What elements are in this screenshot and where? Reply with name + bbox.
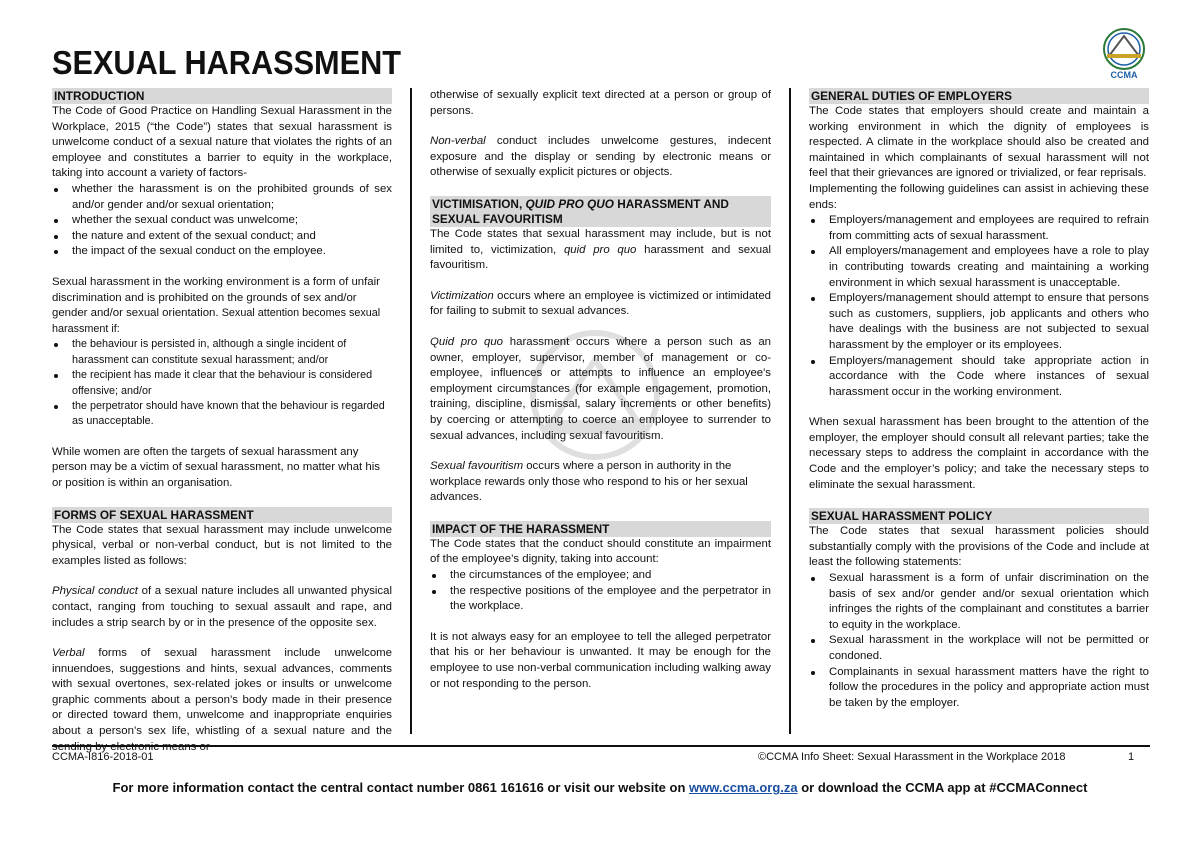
impact-list — [430, 568, 771, 615]
paragraph: Sexual harassment in the working environment is a form of unfair discrimination and is prohibited on the grounds of sex and/or gender and/or sexual orientation. Sexual attention becomes sexual harassment if: — [52, 275, 381, 335]
factors-list — [52, 182, 392, 260]
paragraph: When sexual harassment has been brought to the attention of the employer, the employer should consult all relevant parties; take the necessary steps to address the complaint in accordance with the Code and the employer’s policy; and take the necessary steps to eliminate the sexual harassment. — [809, 416, 1149, 491]
list-item: Employers/management should take appropriate action in accordance with the Code where instances of sexual harassment occur in the working environment. — [809, 354, 1149, 401]
paragraph: While women are often the targets of sexual harassment any person may be a victim of sexual harassment, no matter what his or position is within an organisation. — [52, 445, 380, 489]
list-item: the behaviour is persisted in, although a single incident of harassment can constitute sexual harassment; and/or — [52, 337, 392, 368]
list-item: the recipient has made it clear that the behaviour is considered offensive; and/or — [52, 368, 392, 399]
paragraph: otherwise of sexually explicit text directed at a person or group of persons. — [430, 89, 771, 117]
paragraph: Quid pro quo harassment occurs where a person such as an owner, employer, supervisor, member of management or co-employee, influences or attempts to influence an employee's employment circumstances (for example engagement, promotion, training, discipline, dismissal, salary increments or other benefits) by coercing or attempting to coerce an employee to surrender to sexual advances, including sexual favouritism. — [430, 335, 772, 442]
section-heading: GENERAL DUTIES OF EMPLOYERS — [809, 88, 1149, 104]
list-item: Sexual harassment is a form of unfair discrimination on the basis of sex and/or gender and/or sexual orientation which infringes the rights of the complainant and constitutes a barrier to equity in the workplace. — [809, 571, 1149, 633]
list-item: Employers/management should attempt to ensure that persons such as customers, suppliers, job applicants and others who have dealings with the business are not subjected to sexual harassment by the employer or its employees. — [809, 291, 1149, 353]
page-title: SEXUAL HARASSMENT — [52, 44, 401, 81]
list-item: Employers/management and employees are required to refrain from committing acts of sexual harassment. — [809, 213, 1149, 244]
paragraph: The Code states that sexual harassment policies should substantially comply with the provisions of the Code and include at least the following statements: — [809, 525, 1149, 569]
website-link[interactable]: www.ccma.org.za — [689, 780, 798, 795]
section-heading: VICTIMISATION, QUID PRO QUO HARASSMENT AND SEXUAL FAVOURITISM — [430, 196, 771, 227]
list-item: Sexual harassment in the workplace will not be permitted or condoned. — [809, 633, 1149, 664]
paragraph: Non-verbal conduct includes unwelcome gestures, indecent exposure and the display or sending by electronic means or otherwise of sexually explicit pictures or objects. — [430, 135, 771, 179]
policy-list — [809, 571, 1149, 711]
list-item: the circumstances of the employee; and — [430, 568, 771, 584]
list-item: the respective positions of the employee and the perpetrator in the workplace. — [430, 584, 771, 615]
paragraph: Verbal forms of sexual harassment include unwelcome innuendoes, suggestions and hints, sexual advances, comments with sexual overtones, sex-related jokes or insults or unwelcome graphic comments about a person’s body made in their presence or directed toward them, unwelcome and inappropriate enquiries about a person’s sex life, whistling of a sexual nature and the sending by electronic means or — [52, 647, 392, 753]
paragraph: Sexual favouritism occurs where a person in authority in the workplace rewards only those who respond to his or her sexual advances. — [430, 460, 748, 504]
paragraph: The Code of Good Practice on Handling Sexual Harassment in the Workplace, 2015 (“the Code”) states that sexual harassment is unwelcome conduct of a sexual nature that violates the rights of an employee and constitutes a barrier to equity in the workplace, taking into account a variety of factors- — [52, 105, 392, 180]
paragraph: The Code states that sexual harassment may include, but is not limited to, victimization, quid pro quo harassment and sexual favouritism. — [430, 227, 771, 272]
footer-rule — [52, 745, 1150, 747]
section-heading: INTRODUCTION — [52, 88, 392, 104]
list-item: whether the harassment is on the prohibited grounds of sex and/or gender and/or sexual orientation; — [52, 182, 392, 213]
document-code: CCMA-I816-2018-01 — [52, 751, 154, 763]
section-heading: FORMS OF SEXUAL HARASSMENT — [52, 507, 392, 523]
paragraph: Victimization occurs where an employee is victimized or intimidated for failing to submit to sexual advances. — [430, 289, 771, 318]
paragraph: Physical conduct of a sexual nature includes all unwanted physical contact, ranging from touching to sexual assault and rape, and includes a strip search by or in the presence of the opposite sex. — [52, 585, 392, 629]
column-divider — [410, 88, 412, 734]
paragraph: The Code states that employers should create and maintain a working environment in which the dignity of employees is respected. A climate in the workplace should also be created and maintained in which complainants of sexual harassment will not feel that their grievances are ignored or trivialized, or fear reprisals. — [809, 105, 1149, 180]
list-item: whether the sexual conduct was unwelcome; — [52, 213, 392, 229]
list-item: the perpetrator should have known that the behaviour is regarded as unacceptable. — [52, 399, 392, 430]
paragraph: Implementing the following guidelines can assist in achieving these ends: — [809, 182, 1149, 211]
page-number: 1 — [1128, 751, 1135, 763]
section-heading: SEXUAL HARASSMENT POLICY — [809, 508, 1149, 524]
column-2 — [430, 88, 771, 733]
column-3 — [809, 88, 1149, 733]
column-1 — [52, 88, 392, 753]
paragraph: The Code states that sexual harassment may include unwelcome physical, verbal or non-verbal conduct, but is not limited to the examples listed as follows: — [52, 523, 392, 567]
paragraph: It is not always easy for an employee to tell the alleged perpetrator that his or her behaviour is unwanted. It may be enough for the employee to use non-verbal communication including walking away or not responding to the person. — [430, 630, 771, 690]
list-item: All employers/management and employees have a role to play in contributing towards creating and maintaining a working environment in which sexual harassment is unacceptable. — [809, 244, 1149, 291]
paragraph: The Code states that the conduct should constitute an impairment of the employee’s dignity, taking into account: — [430, 537, 771, 566]
list-item: the impact of the sexual conduct on the employee. — [52, 244, 392, 260]
section-heading: IMPACT OF THE HARASSMENT — [430, 521, 771, 537]
contact-line: For more information contact the central contact number 0861 161616 or visit our website on www.ccma.org.za or download the CCMA app at #CCMAConnect — [112, 780, 1088, 795]
svg-text:CCMA: CCMA — [1110, 70, 1138, 80]
document-title: ©CCMA Info Sheet: Sexual Harassment in the Workplace 2018 — [758, 751, 1066, 763]
guidelines-list — [809, 213, 1149, 400]
column-divider — [789, 88, 791, 734]
ccma-logo — [1095, 24, 1153, 82]
list-item: Complainants in sexual harassment matters have the right to follow the procedures in the policy and appropriate action must be taken by the employer. — [809, 665, 1149, 712]
list-item: the nature and extent of the sexual conduct; and — [52, 229, 392, 245]
conditions-list — [52, 337, 392, 429]
